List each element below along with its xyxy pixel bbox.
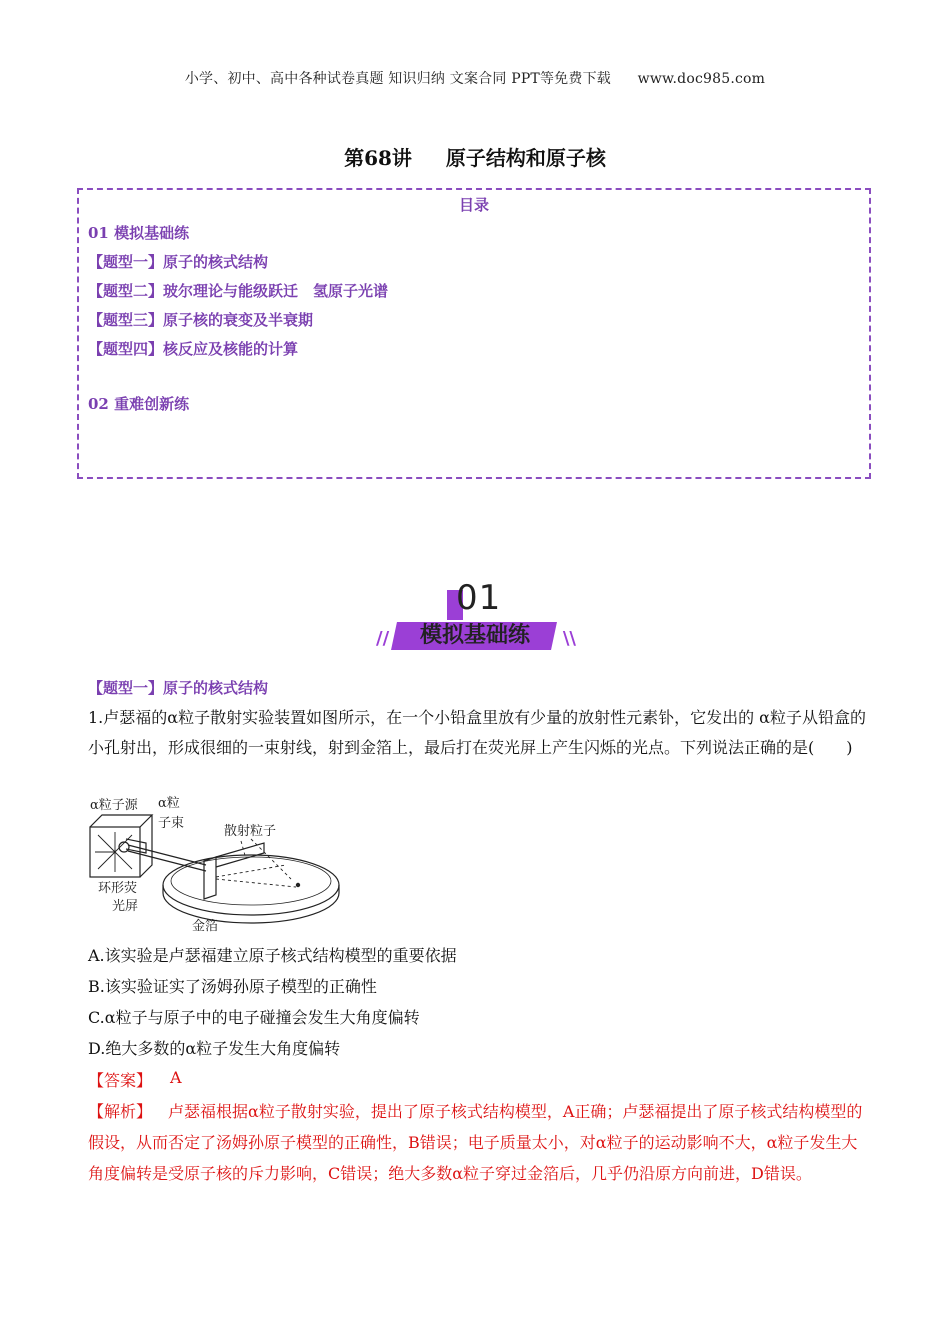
analysis-label: 【解析】	[88, 1102, 153, 1121]
label-screen-2: 光屏	[112, 899, 139, 914]
label-alpha-source: α粒子源	[90, 798, 138, 813]
label-gold-foil: 金箔	[192, 919, 219, 934]
slash-decoration-left: //	[376, 628, 390, 649]
fluorescent-screen	[163, 855, 339, 923]
section-number: 01	[456, 578, 502, 618]
analysis-block	[88, 1096, 872, 1189]
analysis-text: 卢瑟福根据α粒子散射实验，提出了原子核式结构模型，A正确；卢瑟福提出了原子核式结构模型的假设，从而否定了汤姆孙原子模型的正确性，B错误；电子质量太小，对α粒子的运动影响不大，α粒子发生大角度偏转是受原子核的斥力影响，C错误；绝大多数α粒子穿过金箔后，几乎仍沿原方向前进，D错误。	[88, 1102, 863, 1183]
table-of-contents	[77, 188, 871, 479]
label-alpha-beam-2: 子束	[158, 816, 185, 831]
label-alpha-beam-1: α粒	[158, 796, 180, 811]
toc-item[interactable]: 02 重难创新练	[88, 395, 190, 413]
lead-box	[90, 815, 152, 877]
option-a[interactable]: A.该实验是卢瑟福建立原子核式结构模型的重要依据	[88, 946, 457, 965]
scattering-apparatus-diagram	[86, 795, 346, 935]
option-b[interactable]: B.该实验证实了汤姆孙原子模型的正确性	[88, 977, 377, 996]
page-title	[0, 142, 950, 171]
section-label: 模拟基础练	[419, 623, 530, 648]
question-type-heading: 【题型一】原子的核式结构	[88, 679, 269, 697]
section-banner	[370, 570, 580, 660]
lecture-topic: 原子结构和原子核	[445, 146, 606, 170]
toc-title: 目录	[458, 196, 489, 214]
header-text: 小学、初中、高中各种试卷真题 知识归纳 文案合同 PPT等免费下载	[184, 71, 611, 87]
toc-item[interactable]: 【题型四】核反应及核能的计算	[88, 340, 299, 358]
gold-foil	[204, 843, 264, 899]
header-url[interactable]: www.doc985.com	[637, 71, 766, 87]
label-scattered-particles: 散射粒子	[224, 824, 277, 839]
label-screen-1: 环形荧	[98, 881, 138, 896]
toc-item[interactable]: 【题型三】原子核的衰变及半衰期	[88, 311, 314, 329]
page-header	[0, 68, 950, 88]
option-c[interactable]: C.α粒子与原子中的电子碰撞会发生大角度偏转	[88, 1008, 420, 1027]
answer-value: A	[170, 1068, 182, 1087]
alpha-beam	[126, 839, 206, 871]
question-text: 1.卢瑟福的α粒子散射实验装置如图所示，在一个小铅盒里放有少量的放射性元素钋，它发出的 α粒子从铅盒的小孔射出，形成很细的一束射线，射到金箔上，最后打在荧光屏上产生闪烁的光点。下列说法正确的是( )	[88, 708, 866, 757]
toc-item[interactable]: 【题型二】玻尔理论与能级跃迁 氢原子光谱	[88, 282, 389, 300]
lecture-number: 第68讲	[344, 146, 412, 170]
slash-decoration-right: \\	[562, 628, 576, 649]
toc-item[interactable]: 01 模拟基础练	[88, 224, 190, 242]
flash-point	[296, 883, 300, 887]
answer-label: 【答案】	[88, 1071, 153, 1090]
apparatus-svg	[86, 795, 346, 935]
option-d[interactable]: D.绝大多数的α粒子发生大角度偏转	[88, 1039, 341, 1058]
toc-item[interactable]: 【题型一】原子的核式结构	[88, 253, 269, 271]
